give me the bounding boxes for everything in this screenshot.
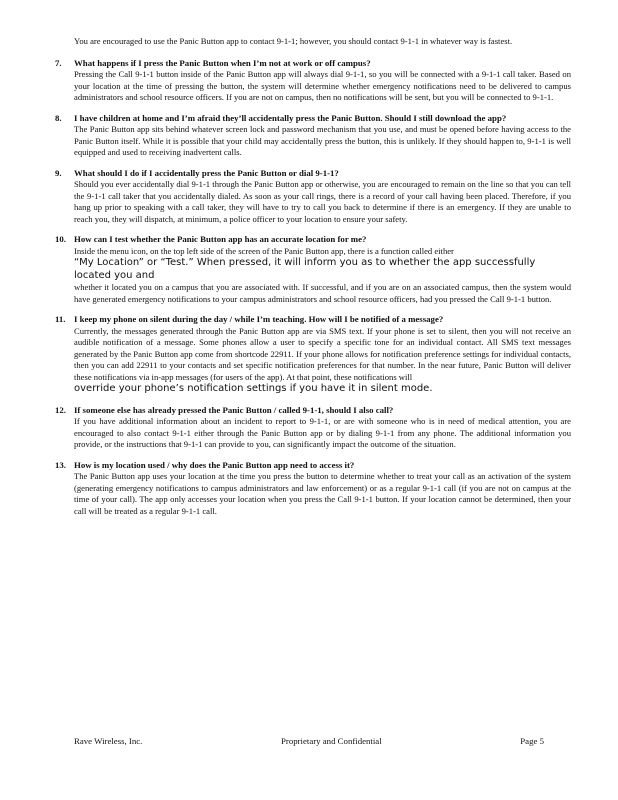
question-text: How can I test whether the Panic Button app has an accurate location for me?: [74, 234, 367, 245]
question-text: I keep my phone on silent during the day / while I’m teaching. How will I be notified of a message?: [74, 314, 444, 325]
faq-answer: The Panic Button app uses your location at the time you press the button to determine whether to treat your call as an activation of the system (generating emergency notifications to campus administrators and law enforcement) or as a regular 9-1-1 call (if you are not on campus at the time of your call). The app only accesses your location when you press the Call 9-1-1 button. If your location cannot be determined, then your call will be treated as a regular 9-1-1 call.: [74, 471, 571, 516]
question-number: 7.: [55, 57, 62, 68]
faq-question: [55, 234, 571, 246]
question-text: What should I do if I accidentally press the Panic Button or dial 9-1-1?: [74, 167, 339, 178]
faq-answer: Pressing the Call 9-1-1 button inside of the Panic Button app will always dial 9-1-1, so you will be connected with a 9-1-1 call taker. Based on your location at the time of pressing the button, the system will determine whether emergency notifications need to be delivered to campus administrators and school resource officers. If you are not on campus, then no notifications will be sent, but you will be connected to 9-1-1.: [74, 69, 571, 103]
answer-text: Currently, the messages generated through the Panic Button app are via SMS text. If your phone is set to silent, then you will not receive an audible notification of a message. Some phones allow a user to specify a specific tone for an individual contact. All SMS text messages generated by the Panic Button app come from shortcode 22911. If your phone allows for notification preference settings for individual contacts, then you can add 22911 to your contacts and set specific notification preferences for that number. In the near future, Panic Button will deliver these notifications via in-app messages (for users of the app). At that point, these notifications will: [74, 326, 571, 382]
answer-text: Inside the menu icon, on the top left side of the screen of the Panic Button app, there is a function called either: [74, 245, 454, 256]
faq-question: [55, 168, 571, 180]
faq-content: [55, 36, 571, 526]
page-footer: [74, 736, 544, 746]
faq-question: [55, 113, 571, 125]
answer-text-large: “My Location” or “Test.” When pressed, it will inform you as to whether the app successfully located you and: [74, 257, 536, 281]
faq-item-7: [55, 58, 571, 104]
faq-item-9: [55, 168, 571, 225]
question-text: How is my location used / why does the Panic Button app need to access it?: [74, 459, 355, 470]
question-text: If someone else has already pressed the Panic Button / called 9-1-1, should I also call?: [74, 404, 394, 415]
question-number: 11.: [55, 314, 66, 325]
faq-item-12: [55, 405, 571, 451]
question-number: 12.: [55, 404, 66, 415]
faq-answer: The Panic Button app sits behind whatever screen lock and password mechanism that you use, and must be opened before having access to the Panic Button itself. While it is possible that your child may accidentally press the button, this is unlikely. If they should happen to, 9-1-1 is well equipped and used to receiving inadvertent calls.: [74, 124, 571, 158]
faq-question: [55, 314, 571, 326]
answer-text-large: override your phone’s notification settings if you have it in silent mode.: [74, 383, 433, 395]
faq-question: [55, 58, 571, 70]
faq-item-11: [55, 314, 571, 395]
faq-answer: If you have additional information about an incident to report to 9-1-1, or are with someone who is in need of medical attention, you are encouraged to also contact 9-1-1 either through the Panic Button app or by dialing 9-1-1 from any phone. The additional information you provide, or the instructions that 9-1-1 can provide to you, can significantly impact the outcome of the situation.: [74, 416, 571, 450]
answer-text-end: whether it located you on a campus that you are associated with. If successful, and if you are on an associated campus, then the system would have generated emergency notifications to your campus administrators and school resource officers, had you pressed the Call 9-1-1 button.: [74, 282, 571, 304]
faq-question: [55, 460, 571, 472]
question-number: 9.: [55, 167, 62, 178]
faq-item-8: [55, 113, 571, 159]
footer-page-number: Page 5: [520, 736, 544, 746]
faq-answer: Should you ever accidentally dial 9-1-1 through the Panic Button app or otherwise, you are encouraged to remain on the line so that you can tell the 9-1-1 call taker that you accidentally dialed. As soon as your call rings, there is a record of your call having been placed. Therefore, if you hang up prior to speaking with a call taker, they will have to try to call you back to determine if there is an emergency. If they are unable to reach you, they will dispatch, at minimum, a police officer to your location to ensure your safety.: [74, 179, 571, 224]
intro-paragraph: You are encouraged to use the Panic Button app to contact 9-1-1; however, you should contact 9-1-1 in whatever way is fastest.: [74, 36, 513, 46]
faq-question: [55, 405, 571, 417]
question-number: 8.: [55, 112, 62, 123]
question-text: I have children at home and I’m afraid they’ll accidentally press the Panic Button. Should I still download the app?: [74, 112, 507, 123]
faq-answer: [74, 246, 571, 305]
faq-item-13: [55, 460, 571, 517]
question-number: 10.: [55, 234, 66, 245]
question-text: What happens if I press the Panic Button when I’m not at work or off campus?: [74, 57, 371, 68]
faq-answer: [74, 326, 571, 396]
footer-company: Rave Wireless, Inc.: [74, 736, 143, 746]
faq-item-10: [55, 234, 571, 305]
question-number: 13.: [55, 459, 66, 470]
footer-confidentiality: Proprietary and Confidential: [281, 736, 382, 746]
